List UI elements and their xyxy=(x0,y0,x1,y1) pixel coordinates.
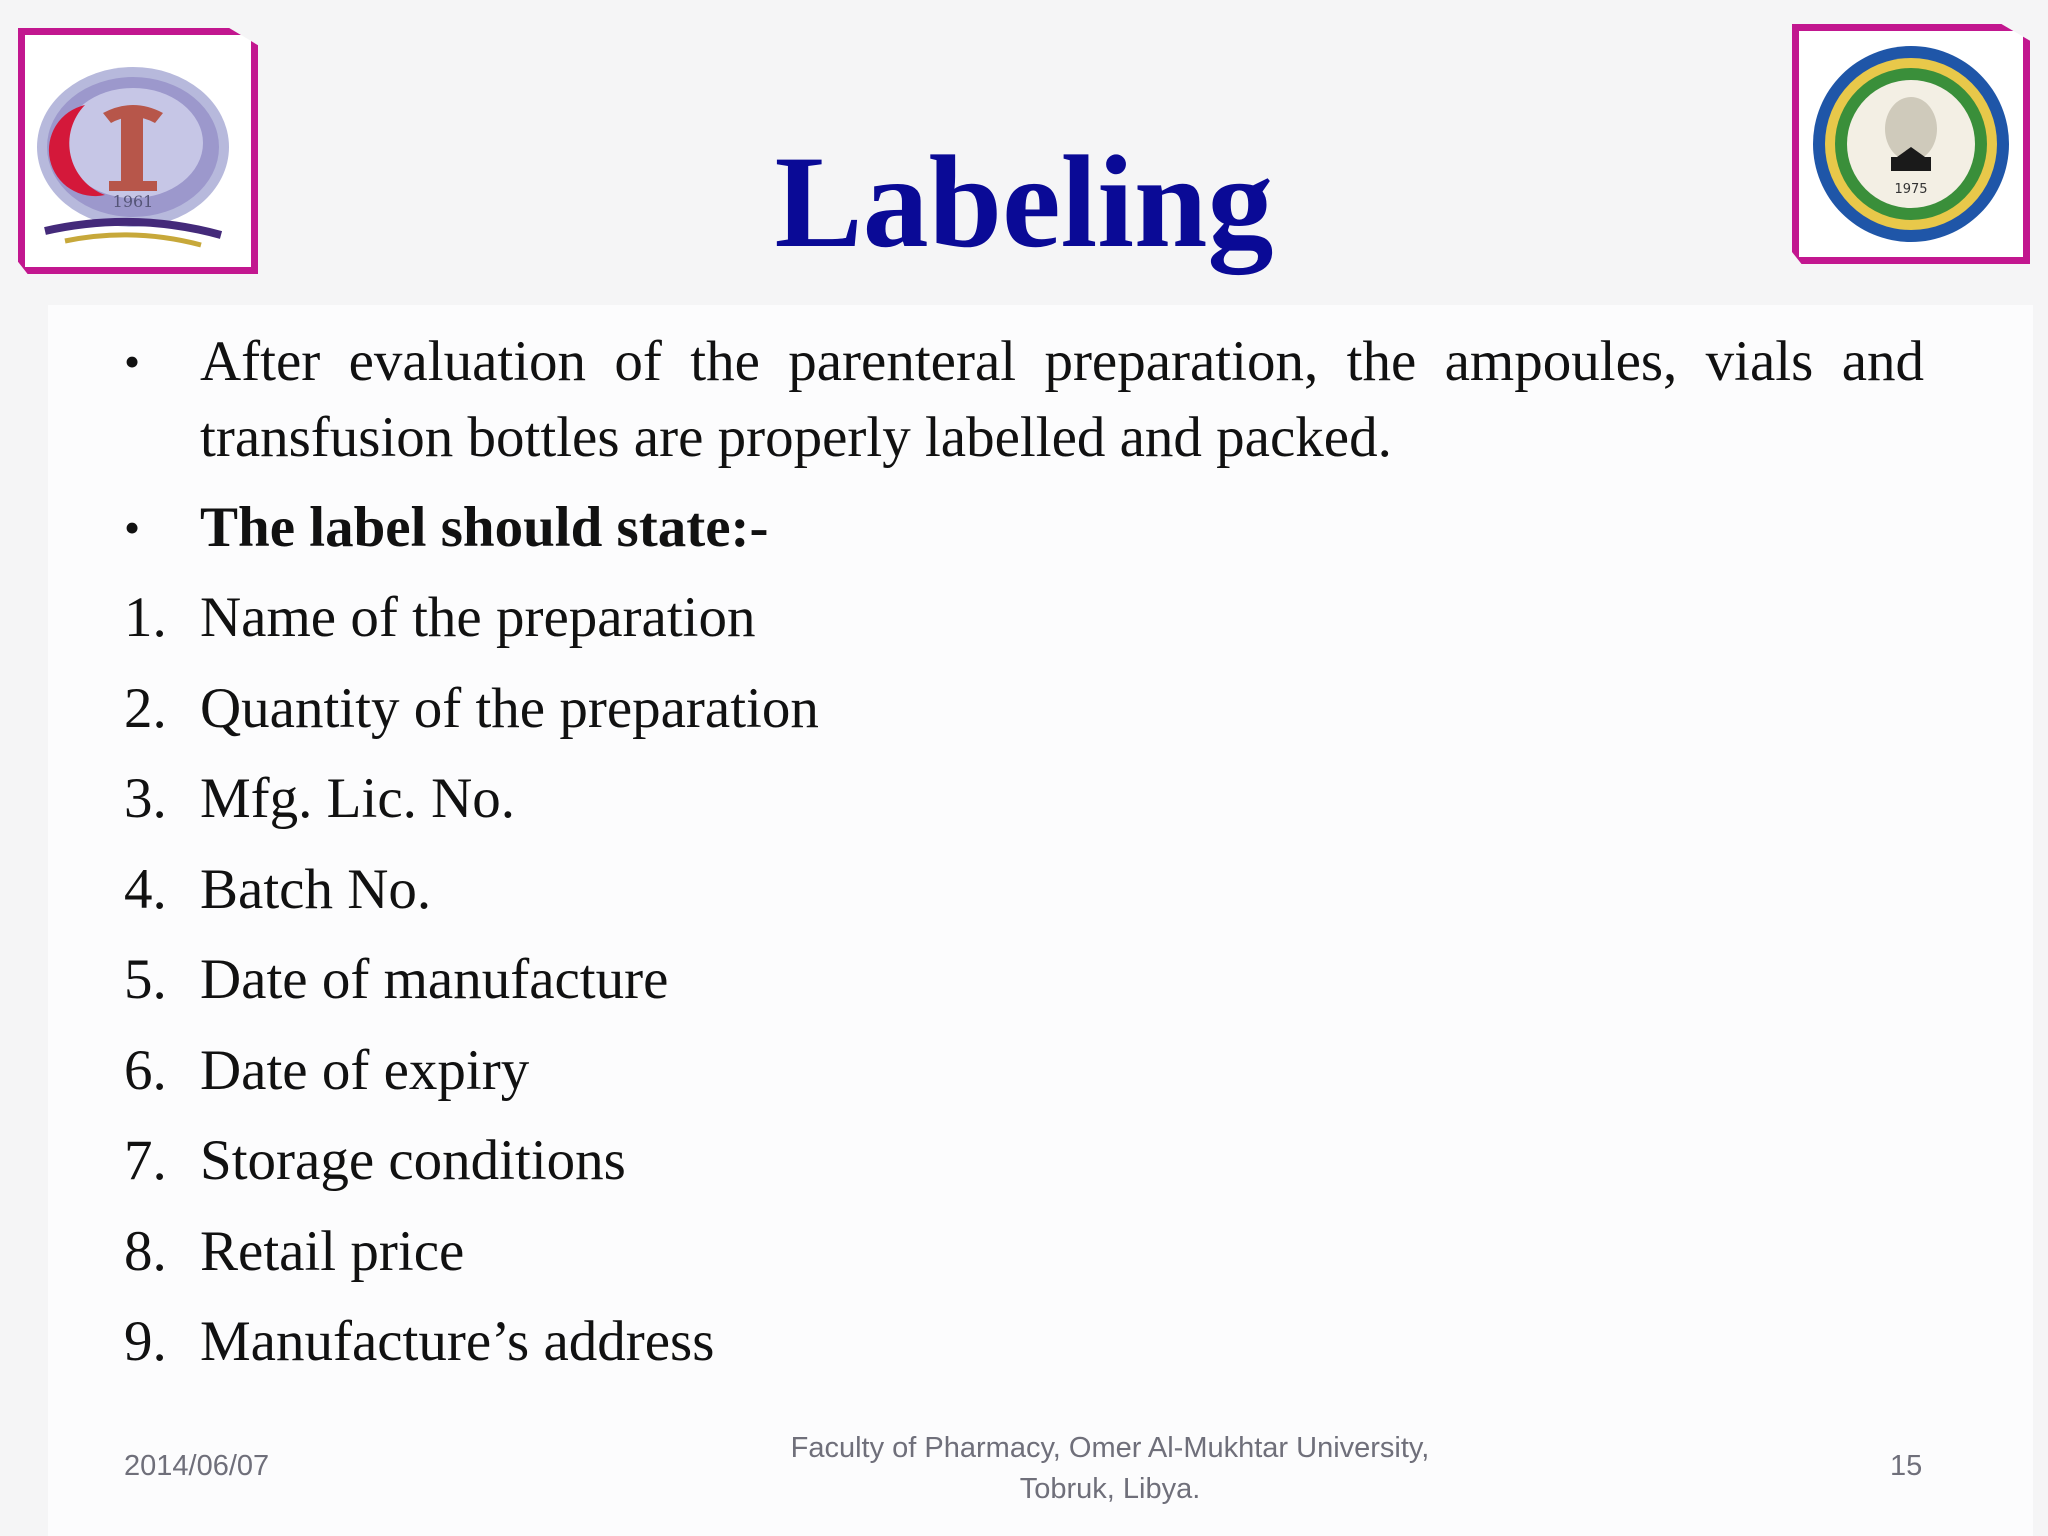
svg-text:1975: 1975 xyxy=(1894,182,1928,197)
list-item xyxy=(124,1123,1924,1214)
svg-text:1961: 1961 xyxy=(112,192,154,211)
bullet-item xyxy=(124,490,1924,566)
page-number: 15 xyxy=(1890,1450,1923,1482)
list-item xyxy=(124,1033,1924,1124)
list-number: 2. xyxy=(124,676,167,740)
list-text: Retail price xyxy=(200,1219,465,1283)
list-item xyxy=(124,671,1924,762)
list-item xyxy=(124,580,1924,671)
list-number: 3. xyxy=(124,767,167,830)
slide-title: Labeling xyxy=(774,128,1274,275)
list-item xyxy=(124,1304,1924,1395)
list-number: 6. xyxy=(124,1038,167,1102)
list-text: Storage conditions xyxy=(200,1129,626,1192)
list-text: Manufacture’s address xyxy=(200,1310,715,1373)
list-number: 4. xyxy=(124,857,167,921)
list-item xyxy=(124,942,1924,1033)
bullet-marker: • xyxy=(124,336,141,387)
footer-institution xyxy=(700,1428,1520,1510)
bullet-item xyxy=(124,324,1924,484)
bullet-text-heading: The label should state:- xyxy=(200,496,769,559)
list-number: 8. xyxy=(124,1219,167,1283)
list-item xyxy=(124,852,1924,943)
list-number: 7. xyxy=(124,1129,167,1192)
list-item xyxy=(124,1214,1924,1305)
list-text: Quantity of the preparation xyxy=(200,676,819,740)
list-text: Date of manufacture xyxy=(200,948,669,1011)
bullet-marker: • xyxy=(124,502,141,553)
list-text: Date of expiry xyxy=(200,1038,530,1102)
list-item xyxy=(124,761,1924,852)
list-number: 1. xyxy=(124,586,167,649)
list-number: 9. xyxy=(124,1310,167,1373)
list-text: Mfg. Lic. No. xyxy=(200,767,516,830)
numbered-list xyxy=(124,580,1924,1395)
footer-institution-line2: Tobruk, Libya. xyxy=(1019,1473,1201,1505)
list-text: Name of the preparation xyxy=(200,586,756,649)
footer-date: 2014/06/07 xyxy=(124,1450,270,1482)
list-number: 5. xyxy=(124,948,167,1011)
footer-institution-line1: Faculty of Pharmacy, Omer Al-Mukhtar University, xyxy=(790,1432,1430,1464)
list-text: Batch No. xyxy=(200,857,432,921)
bullet-text: After evaluation of the parenteral preparation, the ampoules, vials and transfusion bottles are properly labelled and packed. xyxy=(200,330,1924,469)
